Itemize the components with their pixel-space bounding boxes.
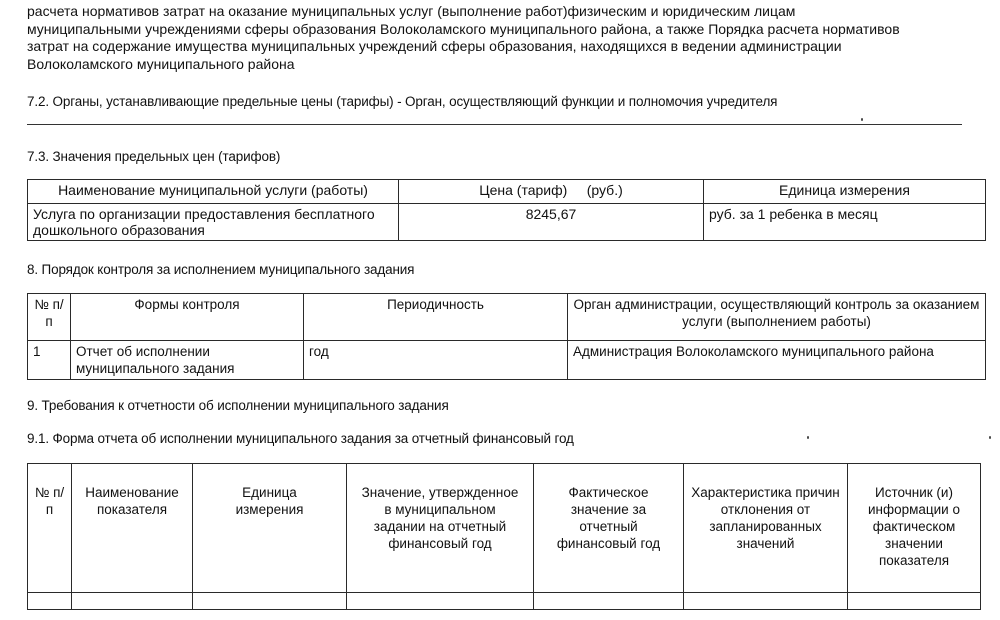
header-unit: Единица измерения [704,180,986,204]
tariff-table-header [28,180,986,204]
empty-cell [347,593,534,610]
report-form-table [27,463,981,610]
empty-cell [684,593,848,610]
control-table [27,293,986,380]
table-row [28,204,986,241]
table-row [28,341,986,380]
empty-cell [28,593,72,610]
section-7-3-heading: 7.3. Значения предельных цен (тарифов) [27,149,281,164]
header-indicator-name: Наименование показателя [72,464,193,593]
intro-line: расчета нормативов затрат на оказание муниципальных услуг (выполнение работ)физическим и юридическим лицам [27,3,796,19]
header-number: № п/п [28,464,72,593]
intro-paragraph [27,3,997,73]
section-9-heading: 9. Требования к отчетности об исполнении муниципального задания [27,398,449,413]
scan-speck [861,118,863,121]
header-number: № п/п [28,294,71,341]
header-authority: Орган администрации, осуществляющий контроль за оказанием услуги (выполнением работы) [568,294,986,341]
cell-number: 1 [28,341,71,380]
header-price: Цена (тариф) (руб.) [399,180,704,204]
header-approved-value: Значение, утвержденное в муниципальном задании на отчетный финансовый год [347,464,534,593]
section-8-heading: 8. Порядок контроля за исполнением муниципального задания [27,262,415,277]
header-control-form: Формы контроля [71,294,304,341]
cell-control-form: Отчет об исполнении муниципального задания [71,341,304,380]
section-7-2-heading: 7.2. Органы, устанавливающие предельные цены (тарифы) - Орган, осуществляющий функции и полномочия учредителя [27,94,778,109]
intro-line: муниципальными учреждениями сферы образования Волоколамского муниципального района, а также Порядка расчета нормативов [27,20,900,37]
header-information-source: Источник (и) информации о фактическом значении показателя [848,464,981,593]
section-9-1-heading: 9.1. Форма отчета об исполнении муниципального задания за отчетный финансовый год [27,431,574,446]
header-unit: Единица измерения [193,464,347,593]
empty-cell [848,593,981,610]
scan-speck [807,436,809,439]
tariff-table [27,179,986,241]
report-form-header [28,464,981,593]
scan-speck [989,436,991,439]
header-periodicity: Периодичность [304,294,568,341]
cell-unit: руб. за 1 ребенка в месяц [704,204,986,241]
empty-cell [193,593,347,610]
control-table-header [28,294,986,341]
header-actual-value: Фактическое значение за отчетный финансовый год [534,464,684,593]
intro-line: Волоколамского муниципального района [27,55,295,72]
header-deviation-reasons: Характеристика причин отклонения от запланированных значений [684,464,848,593]
cell-authority: Администрация Волоколамского муниципального района [568,341,986,380]
intro-line: затрат на содержание имущества муниципальных учреждений сферы образования, находящихся в ведении администрации [27,38,842,54]
table-row [28,593,981,610]
cell-periodicity: год [304,341,568,380]
cell-price: 8245,67 [399,204,704,241]
cell-service-name: Услуга по организации предоставления бесплатного дошкольного образования [28,204,399,241]
header-service-name: Наименование муниципальной услуги (работы) [28,180,399,204]
fill-in-line [27,124,962,125]
empty-cell [534,593,684,610]
empty-cell [72,593,193,610]
